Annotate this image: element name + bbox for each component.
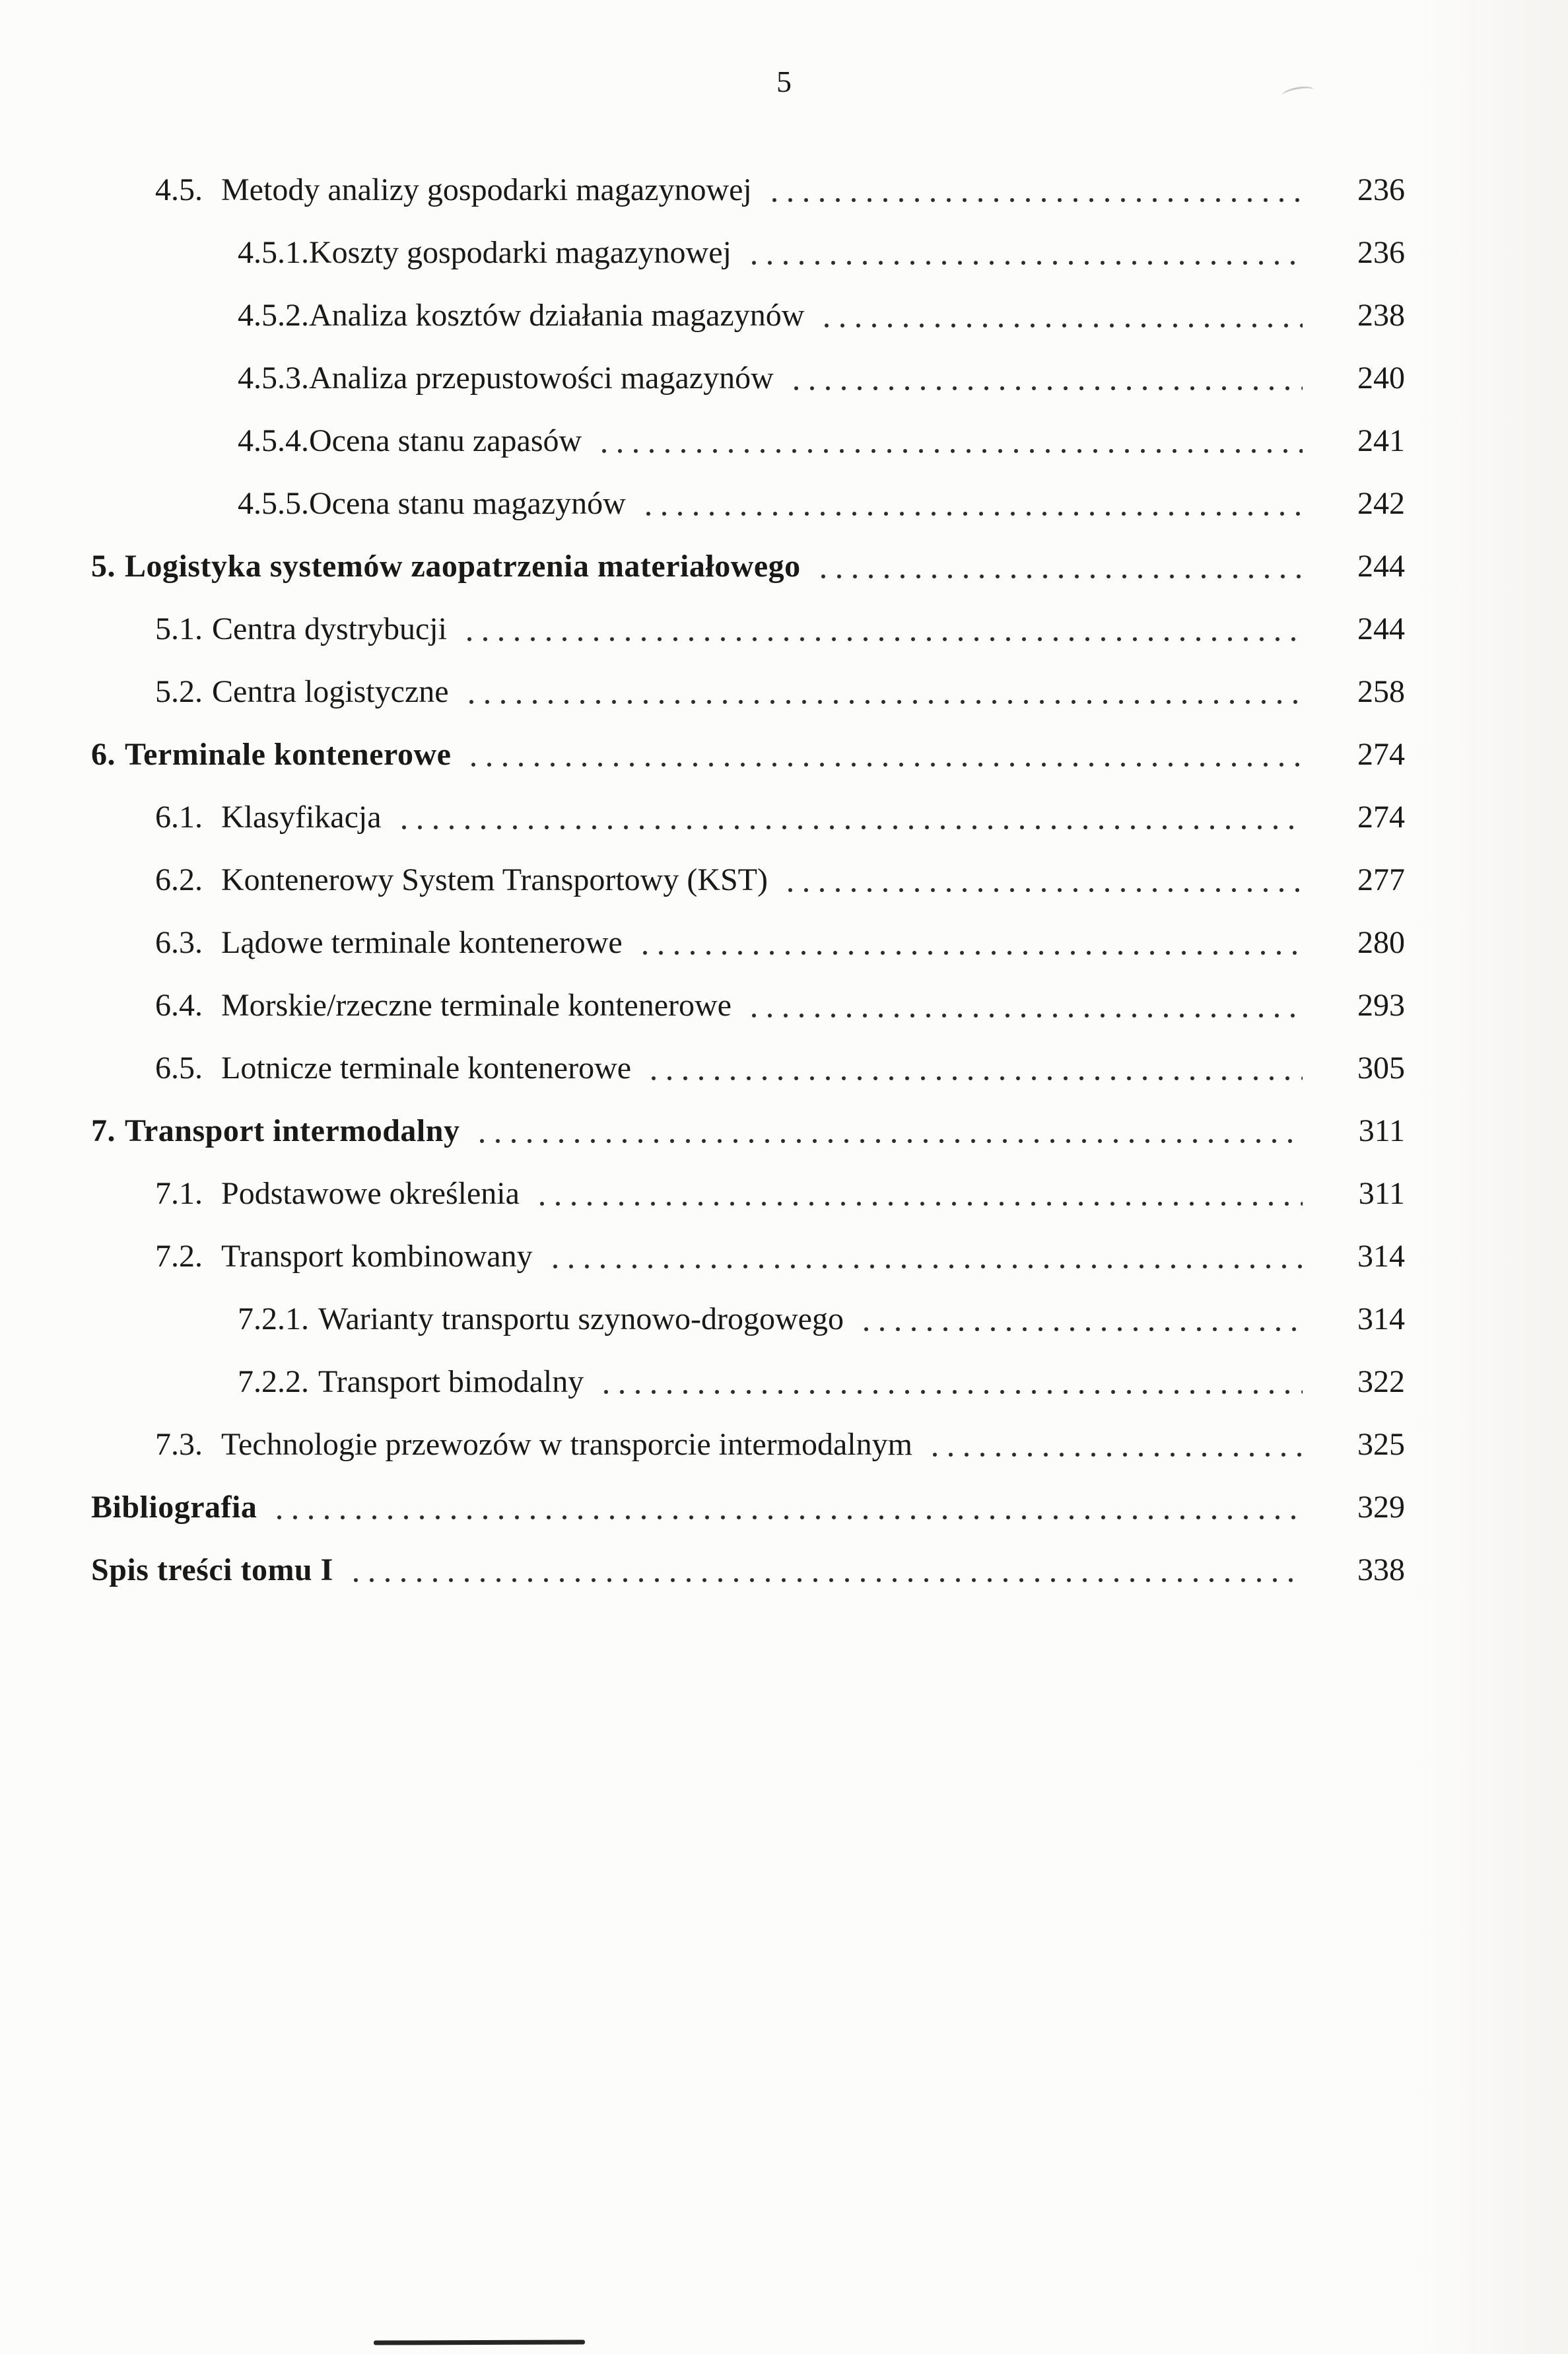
entry-number: 7.3.: [155, 1427, 203, 1462]
entry-number: 5.: [91, 549, 116, 584]
entry-title: Analiza kosztów działania magazynów: [309, 298, 805, 333]
toc-entry: [91, 911, 1405, 974]
entry-page: 314: [1357, 1301, 1405, 1336]
entry-title: Metody analizy gospodarki magazynowej: [221, 172, 752, 207]
entry-page: 293: [1357, 988, 1405, 1023]
entry-title: Centra logistyczne: [212, 674, 449, 709]
entry-title: Technologie przewozów w transporcie intermodalnym: [221, 1427, 912, 1462]
entry-number: 6.5.: [155, 1051, 203, 1086]
entry-number: 6.3.: [155, 925, 203, 960]
entry-number: 7.1.: [155, 1176, 203, 1211]
entry-page: 325: [1357, 1427, 1405, 1462]
entry-number: 4.5.3.: [238, 361, 309, 396]
leader-dots-icon: [646, 1076, 1303, 1081]
page-number: 5: [776, 65, 792, 98]
entry-page: 322: [1357, 1364, 1405, 1399]
toc-entry: [91, 1476, 1405, 1539]
toc-entry: [91, 1288, 1405, 1350]
leader-dots-icon: [547, 1264, 1303, 1269]
entry-page: 338: [1357, 1552, 1405, 1587]
toc-entry: [91, 535, 1405, 598]
entry-number: 7.2.1.: [238, 1301, 309, 1336]
toc-entry: [91, 1162, 1405, 1225]
entry-page: 305: [1357, 1051, 1405, 1086]
leader-dots-icon: [858, 1327, 1303, 1332]
entry-number: 6.2.: [155, 862, 203, 897]
entry-title: Bibliografia: [91, 1490, 257, 1525]
entry-title: Transport bimodalny: [318, 1364, 584, 1399]
entry-page: 329: [1357, 1490, 1405, 1525]
entry-title: Ocena stanu magazynów: [309, 486, 626, 521]
toc-entry: [91, 1350, 1405, 1413]
toc-entry: [91, 786, 1405, 848]
entry-number: 6.: [91, 737, 116, 772]
toc-entry: [91, 1225, 1405, 1288]
leader-dots-icon: [637, 950, 1303, 955]
entry-page: 236: [1357, 235, 1405, 270]
toc-entry: [91, 347, 1405, 409]
entry-page: 274: [1357, 737, 1405, 772]
toc-entry: [91, 848, 1405, 911]
toc-entry: [91, 472, 1405, 535]
entry-number: 4.5.5.: [238, 486, 309, 521]
entry-page: 240: [1357, 361, 1405, 396]
toc-entry: [91, 409, 1405, 472]
toc-entry: [91, 221, 1405, 284]
toc-entry: [91, 158, 1405, 221]
entry-title: Transport intermodalny: [125, 1113, 460, 1148]
entry-title: Ocena stanu zapasów: [309, 423, 582, 458]
entry-page: 311: [1358, 1176, 1405, 1211]
toc-list: [91, 158, 1405, 1601]
entry-number: 5.1.: [155, 611, 203, 646]
leader-dots-icon: [463, 699, 1303, 705]
leader-dots-icon: [788, 386, 1303, 391]
entry-title: Lotnicze terminale kontenerowe: [221, 1051, 632, 1086]
entry-number: 7.: [91, 1113, 116, 1148]
entry-page: 258: [1357, 674, 1405, 709]
toc-entry: [91, 1539, 1405, 1601]
entry-number: 6.1.: [155, 800, 203, 835]
leader-dots-icon: [598, 1389, 1303, 1395]
entry-number: 4.5.1.: [238, 235, 309, 270]
entry-number: 4.5.: [155, 172, 203, 207]
entry-page: 244: [1357, 549, 1405, 584]
entry-title: Klasyfikacja: [221, 800, 382, 835]
leader-dots-icon: [815, 574, 1303, 579]
leader-dots-icon: [782, 887, 1303, 893]
entry-number: 4.5.4.: [238, 423, 309, 458]
entry-title: Centra dystrybucji: [212, 611, 447, 646]
leader-dots-icon: [465, 762, 1303, 767]
entry-title: Lądowe terminale kontenerowe: [221, 925, 623, 960]
toc-entry: [91, 1099, 1405, 1162]
entry-title: Podstawowe określenia: [221, 1176, 520, 1211]
toc-entry: [91, 974, 1405, 1037]
entry-number: 7.2.: [155, 1239, 203, 1274]
entry-title: Morskie/rzeczne terminale kontenerowe: [221, 988, 732, 1023]
leader-dots-icon: [461, 637, 1303, 642]
scan-artifact-line: [374, 2339, 585, 2345]
entry-page: 314: [1357, 1239, 1405, 1274]
entry-page: 244: [1357, 611, 1405, 646]
toc-entry: [91, 598, 1405, 660]
entry-title: Warianty transportu szynowo-drogowego: [318, 1301, 844, 1336]
leader-dots-icon: [927, 1452, 1303, 1457]
entry-page: 242: [1357, 486, 1405, 521]
entry-title: Koszty gospodarki magazynowej: [309, 235, 732, 270]
toc-entry: [91, 660, 1405, 723]
toc-entry: [91, 723, 1405, 786]
leader-dots-icon: [534, 1201, 1303, 1206]
entry-title: Terminale kontenerowe: [125, 737, 452, 772]
entry-number: 7.2.2.: [238, 1364, 309, 1399]
entry-page: 277: [1357, 862, 1405, 897]
leader-dots-icon: [819, 323, 1303, 328]
entry-page: 274: [1357, 800, 1405, 835]
toc-entry: [91, 1037, 1405, 1099]
entry-title: Spis treści tomu I: [91, 1552, 333, 1587]
leader-dots-icon: [746, 1013, 1303, 1018]
entry-title: Logistyka systemów zaopatrzenia materiałowego: [125, 549, 801, 584]
entry-number: 5.2.: [155, 674, 203, 709]
leader-dots-icon: [474, 1138, 1303, 1144]
toc-entry: [91, 1413, 1405, 1476]
entry-number: 4.5.2.: [238, 298, 309, 333]
entry-number: 6.4.: [155, 988, 203, 1023]
leader-dots-icon: [348, 1577, 1303, 1583]
entry-title: Analiza przepustowości magazynów: [309, 361, 774, 396]
leader-dots-icon: [396, 825, 1303, 830]
entry-page: 311: [1358, 1113, 1405, 1148]
toc-entry: [91, 284, 1405, 347]
leader-dots-icon: [746, 260, 1303, 265]
entry-page: 238: [1357, 298, 1405, 333]
leader-dots-icon: [271, 1515, 1303, 1520]
leader-dots-icon: [640, 511, 1303, 516]
entry-page: 241: [1357, 423, 1405, 458]
leader-dots-icon: [767, 197, 1303, 203]
entry-page: 280: [1357, 925, 1405, 960]
entry-title: Transport kombinowany: [221, 1239, 533, 1274]
leader-dots-icon: [596, 448, 1303, 454]
entry-page: 236: [1357, 172, 1405, 207]
entry-title: Kontenerowy System Transportowy (KST): [221, 862, 768, 897]
